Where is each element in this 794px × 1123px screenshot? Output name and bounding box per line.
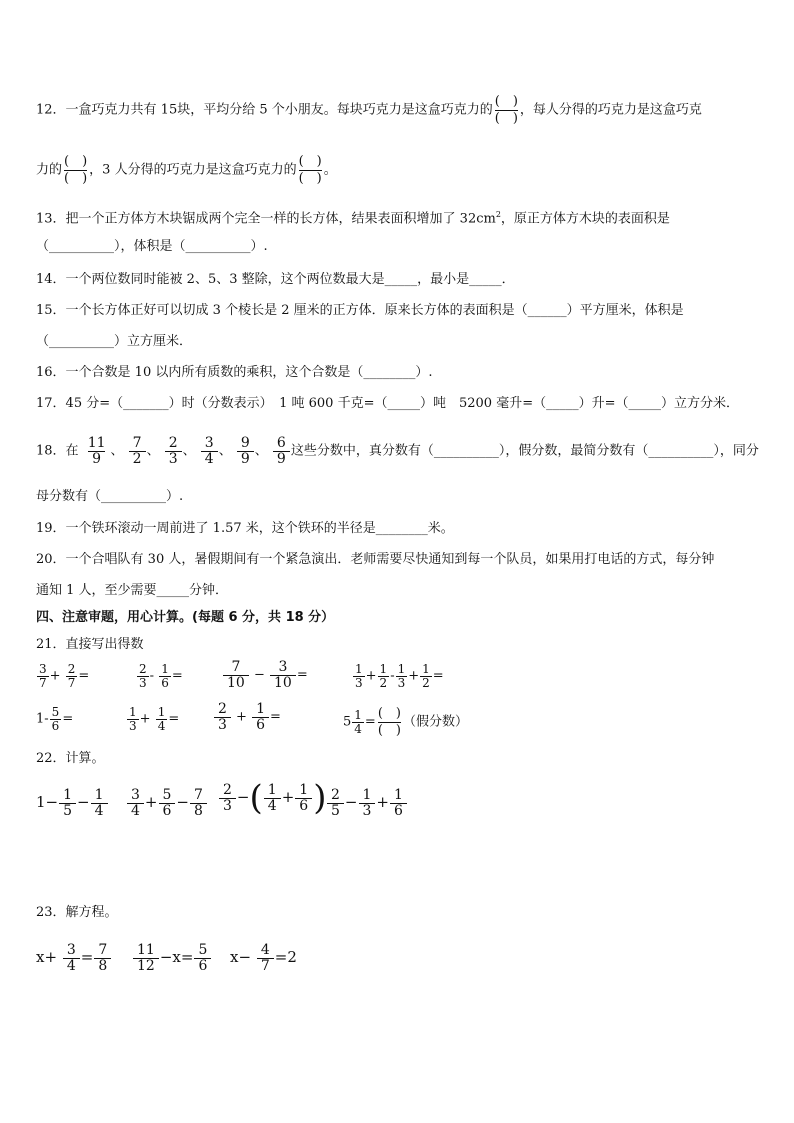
question-19: 19．一个铁环滚动一周前进了 1.57 米，这个铁环的半径是________米。 [36,521,454,536]
fraction: $\frac{9}{9}$ [237,436,254,466]
expr-22-3: $\frac{2}{3}$ −( $\frac{1}{4}$ + $\frac{1}{6}$ ) [218,781,326,815]
expr-22-4: $\frac{2}{5}$ − $\frac{1}{3}$ + $\frac{1}{6}$ [326,788,408,818]
fraction: $\frac{7}{2}$ [129,436,146,466]
equation-23-2: $\frac{11}{12}$ −x= $\frac{5}{6}$ [132,943,212,973]
question-15-line-1: 15．一个长方体正好可以切成 3 个棱长是 2 厘米的正方体．原来长方体的表面积是（______）平方厘米，体积是 [36,303,684,318]
expr-21-4: $\frac{1}{3}$ + $\frac{1}{2}$ - $\frac{1}{3}$ + $\frac{1}{2}$ = [355,662,444,690]
question-20-line-1: 20．一个合唱队有 30 人，暑假期间有一个紧急演出．老师需要尽快通知到每一个队员，如果用打电话的方式，每分钟 [36,552,715,567]
question-16: 16．一个合数是 10 以内所有质数的乘积，这个合数是（________）. [36,365,433,380]
question-22-title: 22．计算。 [36,751,105,766]
fraction: $\frac{3}{4}$ [201,436,218,466]
question-18-line-1: 18．在 $\frac{11}{9}$ 、 $\frac{7}{2}$ 、 $\frac{2}{3}$ 、 $\frac{3}{4}$ 、 $\frac{9}{9}$ 、 $\frac{6}{9}$ 这些分数中，真分数有（__________），假分数，最简分数有（__________），同分 [36,435,759,467]
expr-22-1: 1− $\frac{1}{5}$ − $\frac{1}{4}$ [36,788,109,818]
fraction-blank[interactable]: ( ) ( ) [494,94,518,126]
fraction: $\frac{6}{9}$ [273,436,290,466]
question-18-line-2: 母分数有（__________）. [36,489,184,504]
expr-21-3: $\frac{7}{10}$ − $\frac{3}{10}$ = [222,660,308,690]
question-12-text-2: ，每人分得的巧克力是这盒巧克 [519,102,702,118]
equation-23-3: x− $\frac{4}{7}$ =2 [230,942,297,974]
question-12-text: 12．一盒巧克力共有 15块，平均分给 5 个小朋友。每块巧克力是这盒巧克力的 [36,102,493,118]
fraction-blank[interactable]: ( ) ( ) [377,706,401,738]
expr-21-1: $\frac{3}{7}$ + $\frac{2}{7}$ = [39,662,90,690]
expr-22-2: $\frac{3}{4}$ + $\frac{5}{6}$ − $\frac{7}{8}$ [126,788,208,818]
question-12-line-2: 力的 ( ) ( ) ，3 人分得的巧克力是这盒巧克力的 ( ) ( ) 。 [36,154,337,186]
question-14: 14．一个两位数同时能被 2、5、3 整除，这个两位数最大是_____，最小是_____． [36,272,515,287]
question-23-title: 23．解方程。 [36,905,118,920]
expr-21-5: 1- $\frac{5}{6}$ = [36,705,74,733]
fraction: $\frac{11}{9}$ [87,435,106,467]
equation-23-1: x+ $\frac{3}{4}$ = $\frac{7}{8}$ [36,943,112,973]
question-13-line-1: 13．把一个正方体方木块锯成两个完全一样的长方体，结果表面积增加了 $32cm^2$，原正方体方木块的表面积是 [36,210,670,227]
expr-21-7: $\frac{2}{3}$ + $\frac{1}{6}$ = [213,702,281,732]
question-21-title: 21．直接写出得数 [36,637,144,652]
fraction-blank[interactable]: ( ) ( ) [298,154,322,186]
expr-21-6: $\frac{1}{3}$ + $\frac{1}{4}$ = [129,705,180,733]
expr-21-8: 5 $\frac{1}{4}$ = ( ) ( ) （假分数） [343,706,468,738]
section-heading: 四、注意审题，用心计算。(每题 6 分，共 18 分） [36,610,335,625]
expr-21-2: $\frac{2}{3}$ - $\frac{1}{6}$ = [139,662,183,690]
question-20-line-2: 通知 1 人，至少需要_____分钟． [36,583,229,598]
fraction: $\frac{2}{3}$ [165,436,182,466]
question-13-line-2: （__________），体积是（__________）. [36,239,268,254]
question-17: 17．45 分=（_______）时（分数表示） 1 吨 600 千克=（_____）吨 5200 毫升=（_____）升=（_____）立方分米． [36,396,739,411]
question-15-line-2: （__________）立方厘米． [36,334,193,349]
fraction-blank[interactable]: ( ) ( ) [64,154,88,186]
question-12-line-1 [36,94,702,126]
